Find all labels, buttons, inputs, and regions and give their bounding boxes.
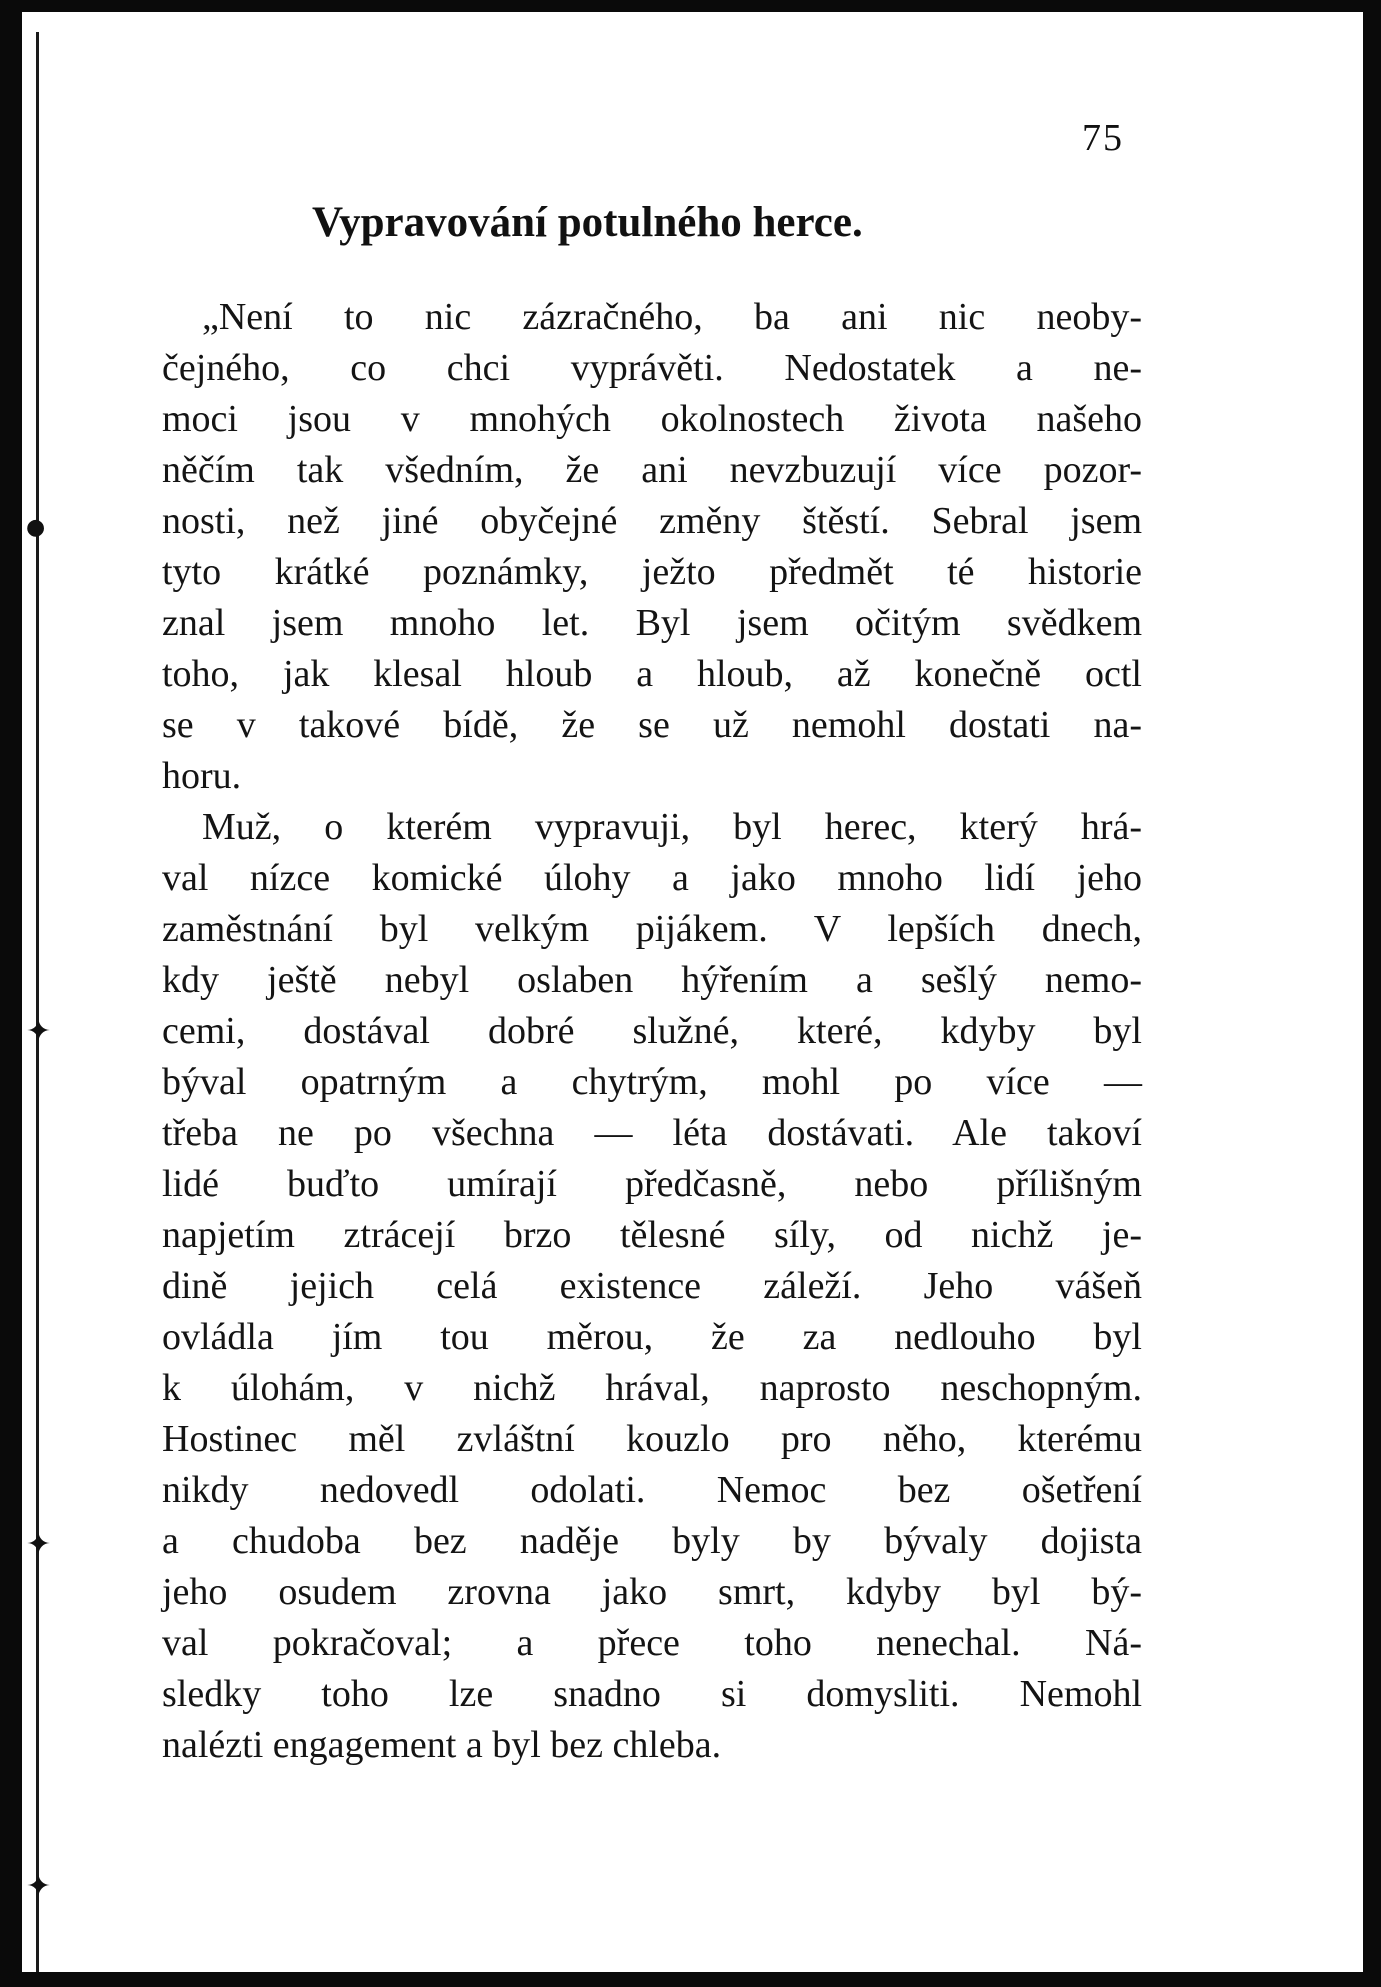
page-number: 75	[1082, 117, 1124, 159]
text-line: nalézti engagement a byl bez chleba.	[162, 1724, 722, 1766]
edge-speck: ✦	[26, 1869, 52, 1904]
text-line: nosti, než jiné obyčejné změny štěstí. Sebral jsem	[162, 500, 1142, 542]
chapter-heading: Vypravování potulného herce.	[312, 199, 863, 246]
text-line: nikdy nedovedl odolati. Nemoc bez ošetření	[162, 1469, 1142, 1511]
edge-speck: ●	[26, 515, 46, 540]
text-line: dině jejich celá existence záleží. Jeho vášeň	[162, 1265, 1142, 1307]
text-line: „Není to nic zázračného, ba ani nic neoby-	[202, 296, 1142, 338]
paragraph	[162, 292, 1142, 802]
text-line: zaměstnání byl velkým pijákem. V lepších dnech,	[162, 908, 1142, 950]
text-line: tyto krátké poznámky, ježto předmět té historie	[162, 551, 1142, 593]
text-line: třeba ne po všechna — léta dostávati. Ale takoví	[162, 1112, 1142, 1154]
edge-speck: ✦	[26, 1014, 52, 1049]
text-line: se v takové bídě, že se už nemohl dostati na-	[162, 704, 1142, 746]
text-line: čejného, co chci vyprávěti. Nedostatek a ne-	[162, 347, 1142, 389]
text-line: toho, jak klesal hloub a hloub, až konečně octl	[162, 653, 1142, 695]
paragraph	[162, 802, 1142, 1771]
text-line: býval opatrným a chytrým, mohl po více —	[162, 1061, 1142, 1103]
text-line: moci jsou v mnohých okolnostech života našeho	[162, 398, 1142, 440]
text-line: znal jsem mnoho let. Byl jsem očitým svědkem	[162, 602, 1142, 644]
text-line: Hostinec měl zvláštní kouzlo pro něho, kterému	[162, 1418, 1142, 1460]
text-line: val nízce komické úlohy a jako mnoho lidí jeho	[162, 857, 1142, 899]
body-text	[162, 292, 1142, 1771]
text-line: val pokračoval; a přece toho nenechal. Ná-	[162, 1622, 1142, 1664]
text-line: sledky toho lze snadno si domysliti. Nemohl	[162, 1673, 1142, 1715]
text-line: Muž, o kterém vypravuji, byl herec, který hrá-	[202, 806, 1142, 848]
binding-edge	[36, 32, 39, 1972]
text-line: horu.	[162, 755, 242, 797]
text-line: cemi, dostával dobré služné, které, kdyby byl	[162, 1010, 1142, 1052]
text-line: k úlohám, v nichž hrával, naprosto neschopným.	[162, 1367, 1142, 1409]
text-line: ovládla jím tou měrou, že za nedlouho byl	[162, 1316, 1142, 1358]
edge-speck: ✦	[26, 1527, 52, 1562]
text-line: napjetím ztrácejí brzo tělesné síly, od nichž je-	[162, 1214, 1142, 1256]
text-line: a chudoba bez naděje byly by bývaly dojista	[162, 1520, 1142, 1562]
text-line: jeho osudem zrovna jako smrt, kdyby byl bý-	[162, 1571, 1142, 1613]
text-line: lidé buďto umírají předčasně, nebo přílišným	[162, 1163, 1142, 1205]
text-line: kdy ještě nebyl oslaben hýřením a sešlý nemo-	[162, 959, 1142, 1001]
book-page	[22, 12, 1363, 1972]
text-line: něčím tak všedním, že ani nevzbuzují více pozor-	[162, 449, 1142, 491]
